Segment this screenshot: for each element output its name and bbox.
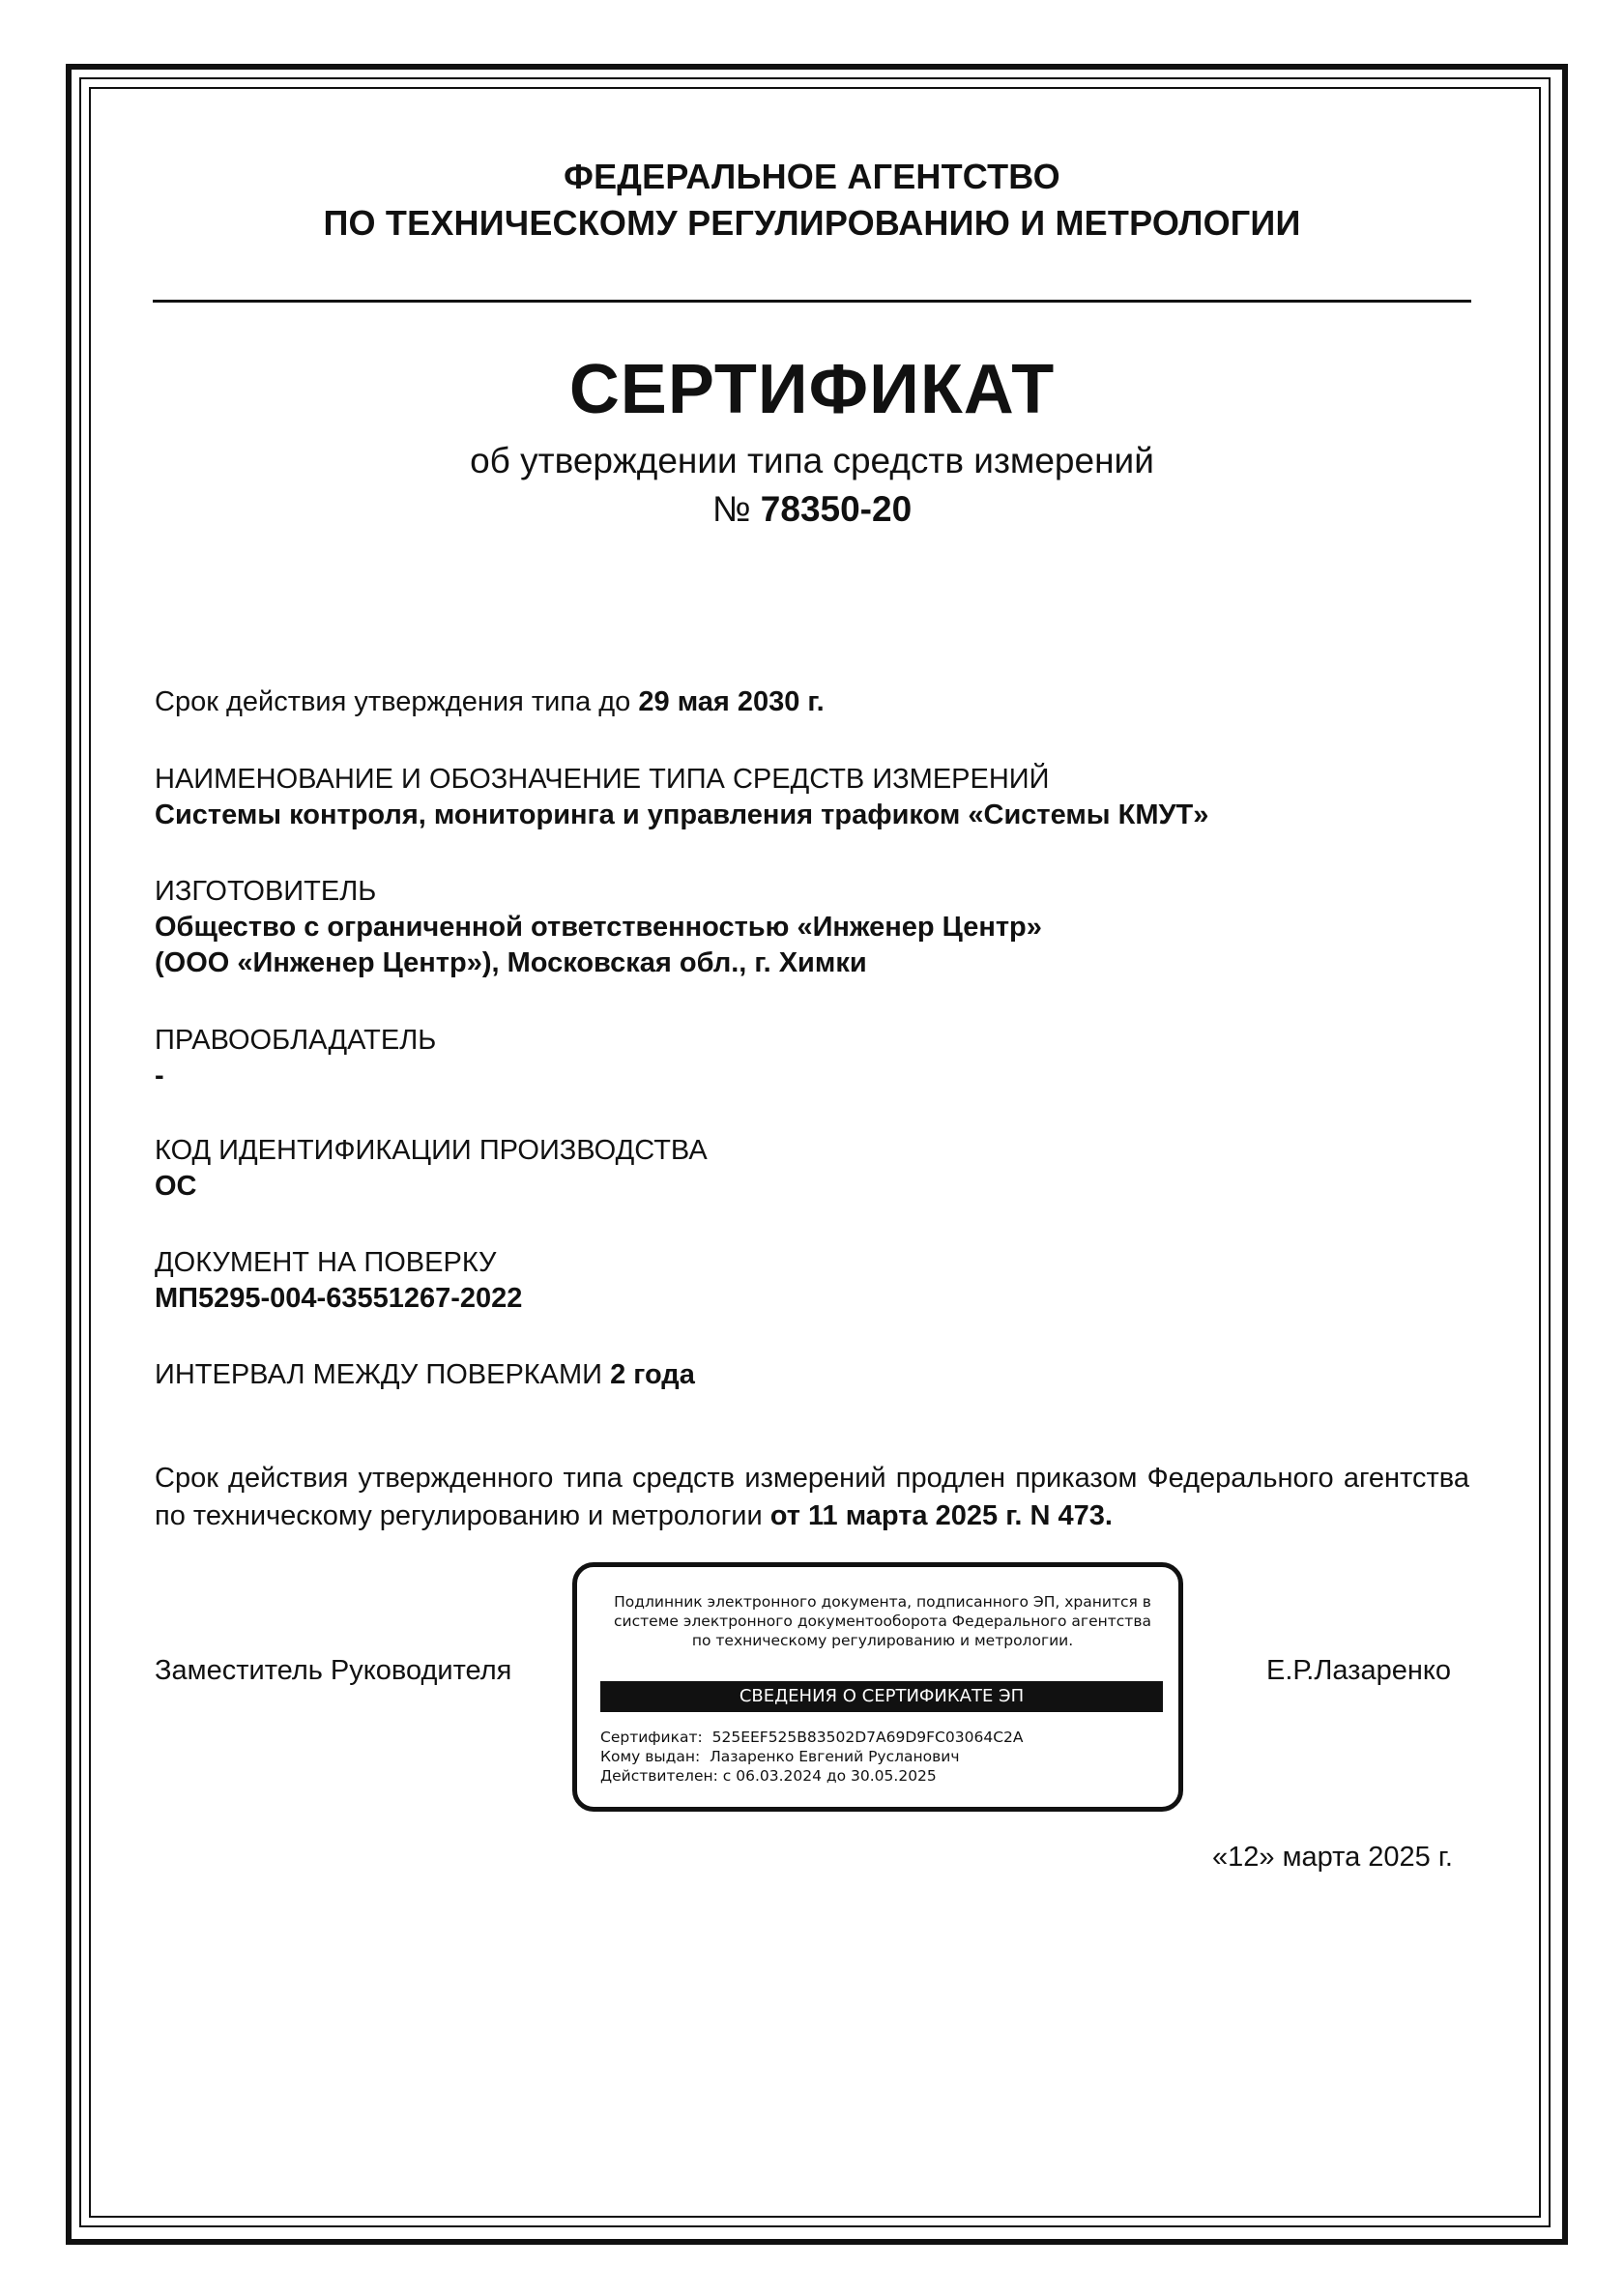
- verification-doc-value: МП5295-004-63551267-2022: [155, 1283, 523, 1314]
- agency-name-line2: ПО ТЕХНИЧЕСКОМУ РЕГУЛИРОВАНИЮ И МЕТРОЛОГИИ: [323, 203, 1301, 243]
- stamp-valid-label: Действителен:: [600, 1767, 718, 1785]
- type-name-value: Системы контроля, мониторинга и управления трафиком «Системы КМУТ»: [155, 799, 1209, 830]
- validity-line: [155, 684, 825, 720]
- interval-label: ИНТЕРВАЛ МЕЖДУ ПОВЕРКАМИ: [155, 1359, 603, 1390]
- certificate-subtitle: об утверждении типа средств измерений: [470, 441, 1154, 480]
- stamp-header: СВЕДЕНИЯ О СЕРТИФИКАТЕ ЭП: [600, 1681, 1163, 1712]
- header-divider: [153, 300, 1471, 303]
- manufacturer-line1: Общество с ограниченной ответственностью «Инженер Центр»: [155, 912, 1042, 943]
- certificate-number: [0, 489, 1624, 530]
- number-value: 78350-20: [760, 489, 913, 529]
- stamp-note: Подлинник электронного документа, подписанного ЭП, хранится в системе электронного документооборота Федерального агентства по техническому регулированию и метрологии.: [614, 1593, 1151, 1649]
- stamp-certificate-row: [600, 1728, 1023, 1747]
- production-code-value: ОС: [155, 1171, 197, 1202]
- manufacturer-line2: (ООО «Инженер Центр»), Московская обл., г. Химки: [155, 947, 867, 978]
- type-name-section: [155, 762, 1208, 833]
- rightholder-section: [155, 1023, 436, 1094]
- agency-name-line1: ФЕДЕРАЛЬНОЕ АГЕНТСТВО: [564, 157, 1060, 196]
- issue-date: «12» марта 2025 г.: [1212, 1842, 1453, 1873]
- interval-value: 2 года: [610, 1359, 695, 1390]
- number-prefix: №: [711, 489, 751, 529]
- validity-value: 29 мая 2030 г.: [638, 686, 825, 717]
- rightholder-label: ПРАВООБЛАДАТЕЛЬ: [155, 1025, 437, 1056]
- electronic-signature-stamp: [572, 1562, 1183, 1812]
- manufacturer-label: ИЗГОТОВИТЕЛЬ: [155, 876, 377, 907]
- rightholder-value: -: [155, 1061, 164, 1091]
- stamp-issued-to-label: Кому выдан:: [600, 1748, 701, 1765]
- production-code-label: КОД ИДЕНТИФИКАЦИИ ПРОИЗВОДСТВА: [155, 1135, 708, 1166]
- verification-doc-section: [155, 1245, 522, 1317]
- stamp-issued-to-value: Лазаренко Евгений Русланович: [710, 1748, 960, 1765]
- stamp-details: [600, 1728, 1023, 1786]
- stamp-issued-to-row: [600, 1747, 1023, 1766]
- stamp-valid-value: с 06.03.2024 до 30.05.2025: [722, 1767, 937, 1785]
- extension-paragraph: [155, 1460, 1469, 1535]
- production-code-section: [155, 1133, 708, 1205]
- stamp-certificate-value: 525EEF525B83502D7A69D9FC03064C2A: [711, 1729, 1024, 1746]
- verification-doc-label: ДОКУМЕНТ НА ПОВЕРКУ: [155, 1247, 497, 1278]
- extension-text: Срок действия утвержденного типа средств измерений продлен приказом Федерального агентства по техническому регулированию и метрологии: [155, 1463, 1469, 1531]
- certificate-title: СЕРТИФИКАТ: [568, 351, 1056, 428]
- signer-name: Е.Р.Лазаренко: [1266, 1655, 1451, 1686]
- validity-label: Срок действия утверждения типа до: [155, 686, 631, 717]
- signer-position: Заместитель Руководителя: [155, 1655, 512, 1686]
- type-name-label: НАИМЕНОВАНИЕ И ОБОЗНАЧЕНИЕ ТИПА СРЕДСТВ ИЗМЕРЕНИЙ: [155, 764, 1050, 795]
- interval-line: [155, 1357, 695, 1393]
- stamp-valid-row: [600, 1766, 1023, 1786]
- stamp-certificate-label: Сертификат:: [600, 1729, 703, 1746]
- extension-order: от 11 марта 2025 г. N 473.: [769, 1500, 1113, 1531]
- manufacturer-section: [155, 874, 1042, 981]
